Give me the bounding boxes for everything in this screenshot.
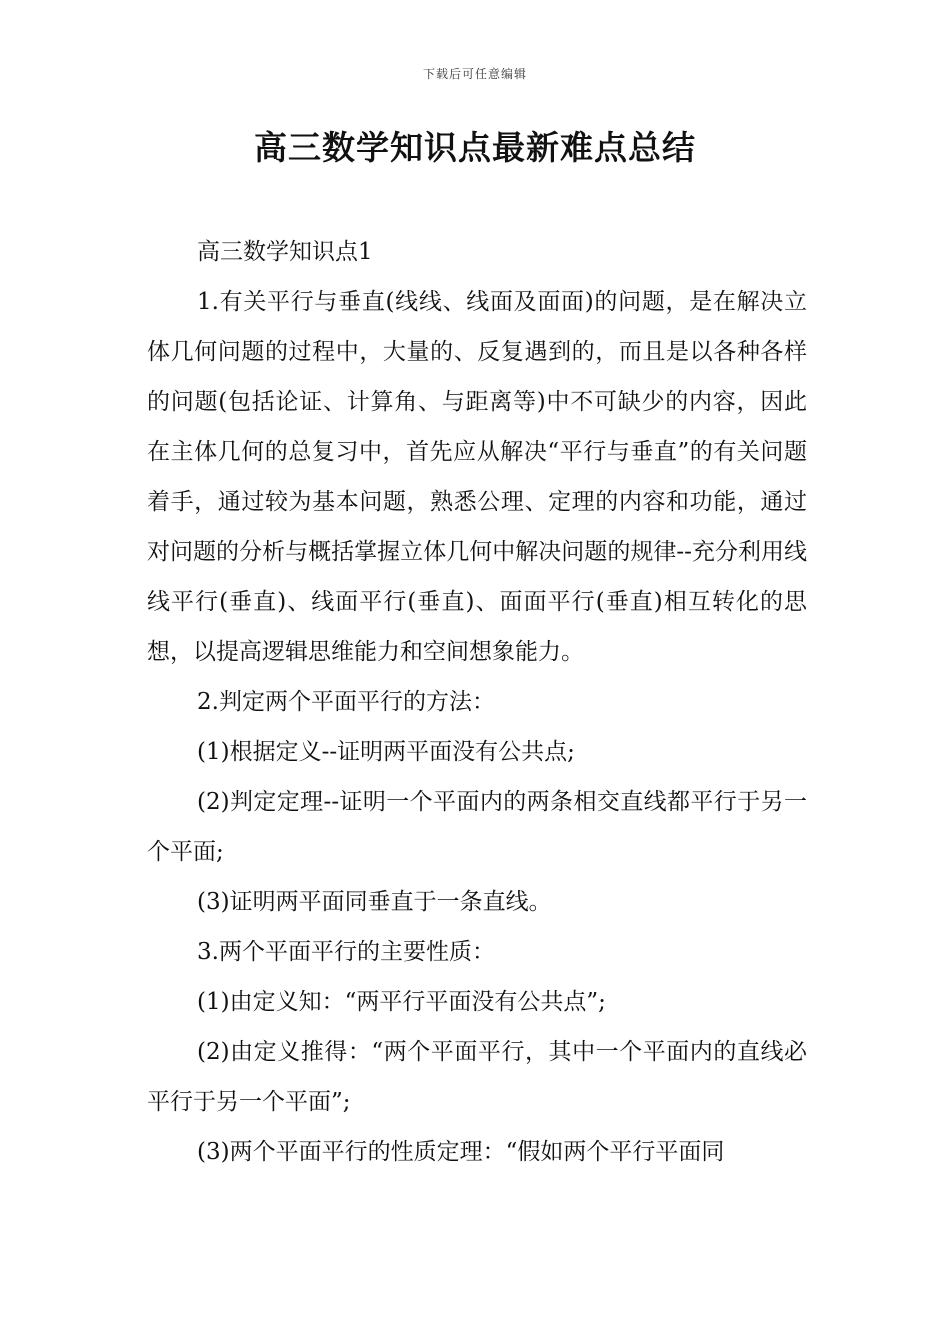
paragraph: (1)由定义知：“两平行平面没有公共点”; [197, 989, 606, 1015]
paragraph: 3.两个平面平行的主要性质： [197, 939, 495, 965]
paragraph: (3)两个平面平行的性质定理：“假如两个平行平面同 [197, 1139, 725, 1165]
header-note: 下载后可任意编辑 [422, 67, 527, 81]
paragraph: (2)由定义推得：“两个平面平行，其中一个平面内的直线必平行于另一个平面”; [147, 1039, 807, 1115]
paragraph: 2.判定两个平面平行的方法： [197, 689, 495, 715]
document-body [147, 227, 807, 1177]
section-heading: 高三数学知识点1 [197, 239, 373, 265]
page-title: 高三数学知识点最新难点总结 [254, 128, 696, 167]
paragraph: (2)判定定理--证明一个平面内的两条相交直线都平行于另一个平面; [147, 789, 807, 865]
paragraph: 1.有关平行与垂直(线线、线面及面面)的问题，是在解决立体几何问题的过程中，大量的、反复遇到的，而且是以各种各样的问题(包括论证、计算角、与距离等)中不可缺少的内容，因此在主体几何的总复习中，首先应从解决“平行与垂直”的有关问题着手，通过较为基本问题，熟悉公理、定理的内容和功能，通过对问题的分析与概括掌握立体几何中解决问题的规律--充分利用线线平行(垂直)、线面平行(垂直)、面面平行(垂直)相互转化的思想，以提高逻辑思维能力和空间想象能力。 [147, 289, 807, 665]
paragraph: (3)证明两平面同垂直于一条直线。 [197, 889, 552, 915]
paragraph: (1)根据定义--证明两平面没有公共点; [197, 739, 575, 765]
